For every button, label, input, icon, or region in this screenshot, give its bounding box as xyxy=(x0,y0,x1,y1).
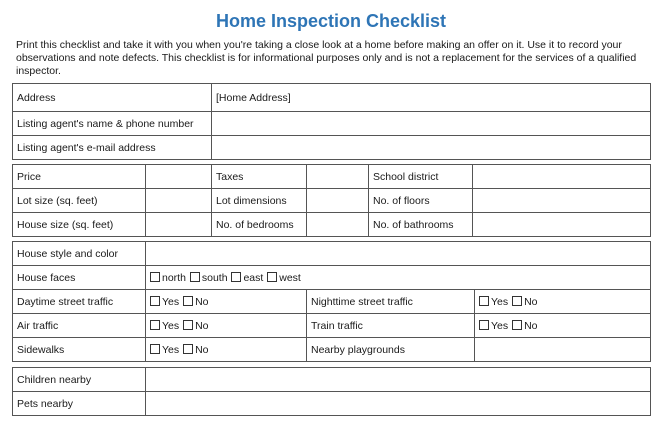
bedrooms-label: No. of bedrooms xyxy=(212,213,307,237)
school-district-field[interactable] xyxy=(473,165,651,189)
lot-size-field[interactable] xyxy=(146,189,212,213)
air-no-option[interactable]: No xyxy=(183,320,208,332)
children-nearby-label: Children nearby xyxy=(13,368,146,392)
agent-email-label: Listing agent's e-mail address xyxy=(13,136,212,160)
faces-south-option[interactable]: south xyxy=(190,272,228,284)
checkbox-icon xyxy=(512,320,522,330)
sidewalks-label: Sidewalks xyxy=(13,338,146,362)
checkbox-icon xyxy=(190,272,200,282)
lot-dimensions-label: Lot dimensions xyxy=(212,189,307,213)
daytime-no-option[interactable]: No xyxy=(183,296,208,308)
bedrooms-field[interactable] xyxy=(307,213,369,237)
playgrounds-label: Nearby playgrounds xyxy=(307,338,475,362)
train-traffic-label: Train traffic xyxy=(307,314,475,338)
house-style-label: House style and color xyxy=(13,242,146,266)
neighborhood-table xyxy=(12,241,651,362)
train-traffic-options xyxy=(475,314,651,338)
nighttime-yes-option[interactable]: Yes xyxy=(479,296,508,308)
sidewalks-options xyxy=(146,338,307,362)
checkbox-icon xyxy=(150,344,160,354)
checkbox-icon xyxy=(479,296,489,306)
daytime-traffic-options xyxy=(146,290,307,314)
agent-name-field[interactable] xyxy=(212,112,651,136)
pets-nearby-field[interactable] xyxy=(146,392,651,416)
nighttime-traffic-options xyxy=(475,290,651,314)
address-table xyxy=(12,83,651,160)
checkbox-icon xyxy=(183,296,193,306)
property-details-table xyxy=(12,164,651,237)
agent-name-label: Listing agent's name & phone number xyxy=(13,112,212,136)
daytime-yes-option[interactable]: Yes xyxy=(150,296,179,308)
nearby-table xyxy=(12,367,651,416)
checkbox-icon xyxy=(512,296,522,306)
checkbox-icon xyxy=(150,320,160,330)
school-district-label: School district xyxy=(369,165,473,189)
faces-west-option[interactable]: west xyxy=(267,272,301,284)
floors-field[interactable] xyxy=(473,189,651,213)
checkbox-icon xyxy=(479,320,489,330)
price-label: Price xyxy=(13,165,146,189)
checkbox-icon xyxy=(150,272,160,282)
taxes-label: Taxes xyxy=(212,165,307,189)
sidewalks-no-option[interactable]: No xyxy=(183,344,208,356)
house-faces-label: House faces xyxy=(13,266,146,290)
bathrooms-label: No. of bathrooms xyxy=(369,213,473,237)
checkbox-icon xyxy=(231,272,241,282)
bathrooms-field[interactable] xyxy=(473,213,651,237)
air-traffic-label: Air traffic xyxy=(13,314,146,338)
nighttime-no-option[interactable]: No xyxy=(512,296,537,308)
faces-east-option[interactable]: east xyxy=(231,272,263,284)
address-label: Address xyxy=(13,84,212,112)
lot-dimensions-field[interactable] xyxy=(307,189,369,213)
faces-north-option[interactable]: north xyxy=(150,272,186,284)
address-value[interactable]: [Home Address] xyxy=(212,84,651,112)
checkbox-icon xyxy=(183,320,193,330)
house-faces-options xyxy=(146,266,651,290)
house-size-label: House size (sq. feet) xyxy=(13,213,146,237)
floors-label: No. of floors xyxy=(369,189,473,213)
air-traffic-options xyxy=(146,314,307,338)
children-nearby-field[interactable] xyxy=(146,368,651,392)
price-field[interactable] xyxy=(146,165,212,189)
house-size-field[interactable] xyxy=(146,213,212,237)
checkbox-icon xyxy=(183,344,193,354)
page-title: Home Inspection Checklist xyxy=(215,11,447,31)
train-no-option[interactable]: No xyxy=(512,320,537,332)
nighttime-traffic-label: Nighttime street traffic xyxy=(307,290,475,314)
lot-size-label: Lot size (sq. feet) xyxy=(13,189,146,213)
pets-nearby-label: Pets nearby xyxy=(13,392,146,416)
checkbox-icon xyxy=(150,296,160,306)
taxes-field[interactable] xyxy=(307,165,369,189)
sidewalks-yes-option[interactable]: Yes xyxy=(150,344,179,356)
intro-paragraph: Print this checklist and take it with you when you're taking a close look at a home before making an offer on it. Use it to record your observations and note defects. This checklist is for informational purposes only and is not a replacement for the services of a qualified inspector. xyxy=(16,39,637,77)
house-style-field[interactable] xyxy=(146,242,651,266)
playgrounds-field[interactable] xyxy=(475,338,651,362)
checkbox-icon xyxy=(267,272,277,282)
air-yes-option[interactable]: Yes xyxy=(150,320,179,332)
daytime-traffic-label: Daytime street traffic xyxy=(13,290,146,314)
agent-email-field[interactable] xyxy=(212,136,651,160)
train-yes-option[interactable]: Yes xyxy=(479,320,508,332)
